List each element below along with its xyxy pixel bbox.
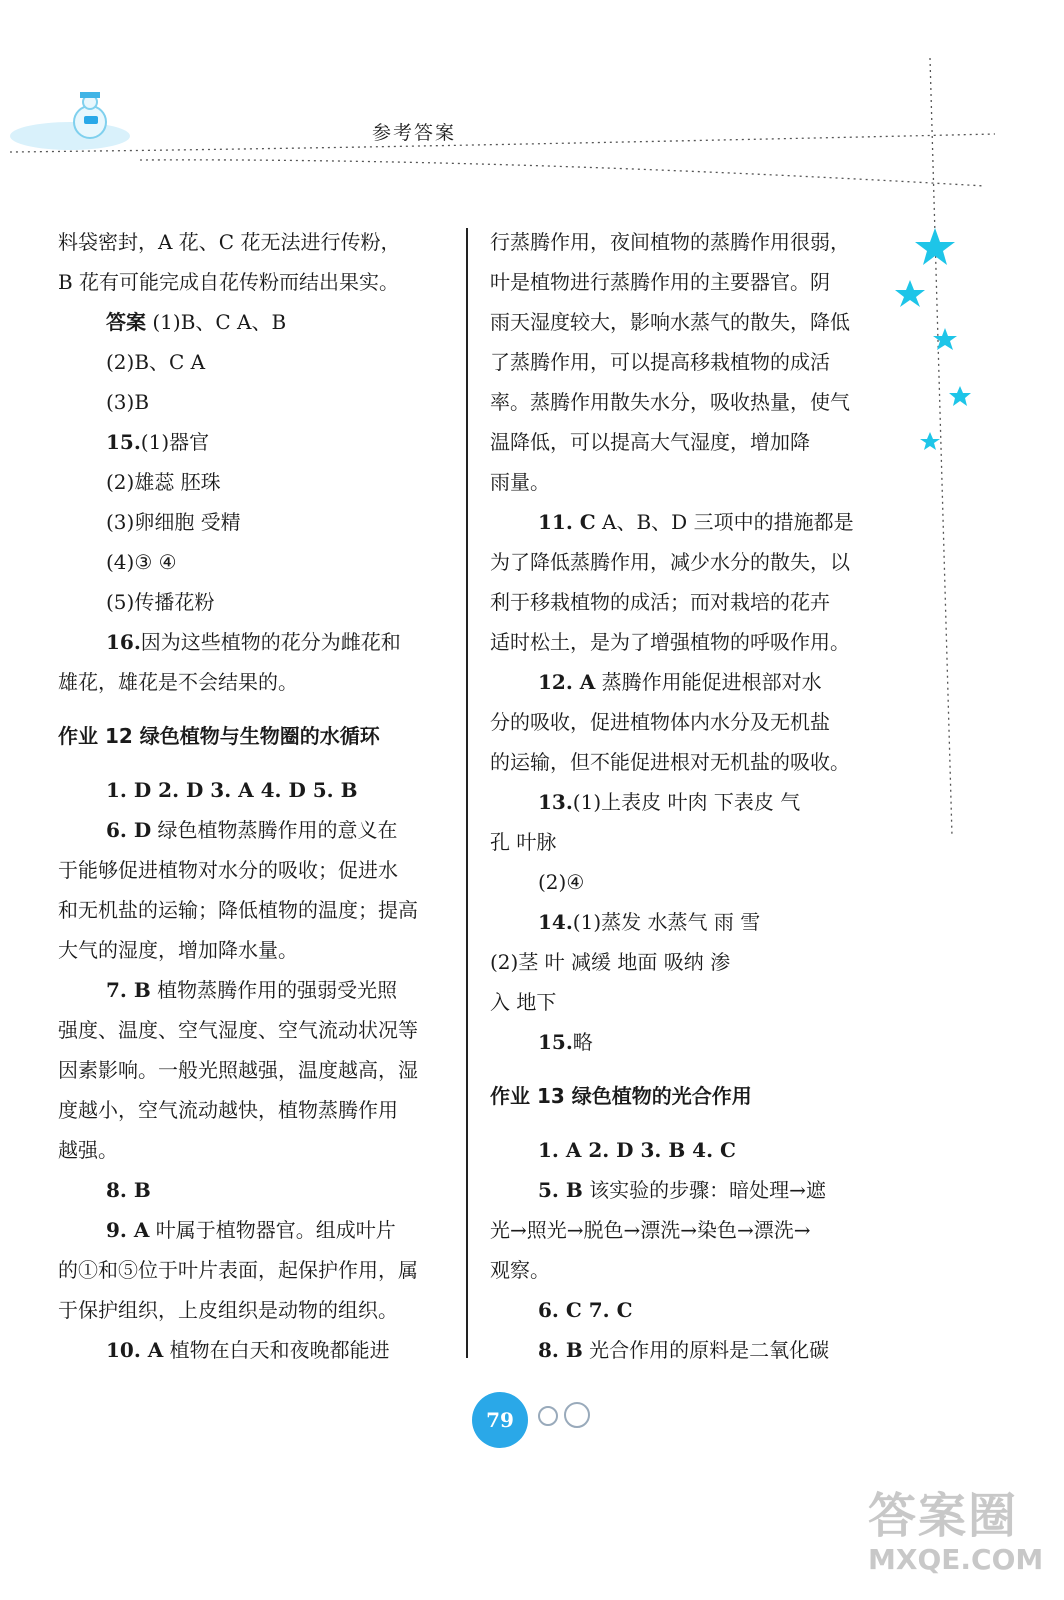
- answer-line: [490, 1290, 890, 1330]
- answer-line: [490, 1170, 890, 1210]
- answer-line: [58, 770, 458, 810]
- answer-text: 入 地下: [490, 990, 557, 1014]
- answer-text: 温降低，可以提高大气湿度，增加降: [490, 430, 810, 454]
- answer-line: [490, 582, 890, 622]
- question-number: 14.: [538, 910, 573, 934]
- answer-text: A、B、D 三项中的措施都是: [595, 510, 854, 534]
- answer-text: 1. D 2. D 3. A 4. D 5. B: [106, 778, 358, 802]
- answer-line: [58, 1170, 458, 1210]
- answer-text: (1)蒸发 水蒸气 雨 雪: [572, 910, 761, 934]
- answer-text: 分的吸收，促进植物体内水分及无机盐: [490, 710, 830, 734]
- answer-line: [58, 1250, 458, 1290]
- answer-text: (2)B、C A: [106, 350, 206, 374]
- answer-text: 因素影响。一般光照越强，温度越高，湿: [58, 1058, 418, 1082]
- answer-text: (5)传播花粉: [106, 590, 215, 614]
- answer-line: [490, 622, 890, 662]
- answer-line: [490, 1330, 890, 1370]
- answer-text: 了蒸腾作用，可以提高移栽植物的成活: [490, 350, 830, 374]
- answer-text: 于保护组织，上皮组织是动物的组织。: [58, 1298, 398, 1322]
- answer-line: [490, 262, 890, 302]
- answer-line: [490, 902, 890, 942]
- answer-text: 度越小，空气流动越快，植物蒸腾作用: [58, 1098, 398, 1122]
- answer-line: [490, 382, 890, 422]
- question-number: 5. B: [538, 1178, 583, 1202]
- answer-line: [58, 1330, 458, 1370]
- answer-line: [58, 1090, 458, 1130]
- header-title: 参考答案: [372, 122, 457, 144]
- question-number: 15.: [106, 430, 141, 454]
- watermark-logo: [868, 1488, 1048, 1588]
- answer-text: 雄花，雄花是不会结果的。: [58, 670, 298, 694]
- answer-text: (1)上表皮 叶肉 下表皮 气: [572, 790, 801, 814]
- answer-line: [58, 422, 458, 462]
- answer-line: [58, 810, 458, 850]
- answer-line: [490, 302, 890, 342]
- answer-text: 雨天湿度较大，影响水蒸气的散失，降低: [490, 310, 850, 334]
- answer-line: [58, 302, 458, 342]
- column-divider: [466, 228, 468, 1358]
- answer-line: [490, 662, 890, 702]
- star-icon: [895, 280, 925, 307]
- answer-text: 为了降低蒸腾作用，减少水分的散失，以: [490, 550, 850, 574]
- answer-line: [490, 702, 890, 742]
- left-column: [58, 222, 458, 1370]
- answer-text: 光→照光→脱色→漂洗→染色→漂洗→: [490, 1218, 811, 1242]
- answer-text: 于能够促进植物对水分的吸收；促进水: [58, 858, 398, 882]
- answer-text: 略: [572, 1030, 593, 1054]
- answer-line: [490, 1210, 890, 1250]
- answer-text: 大气的湿度，增加降水量。: [58, 938, 298, 962]
- decorative-circle: [538, 1406, 558, 1426]
- answer-text: 的①和⑤位于叶片表面，起保护作用，属: [58, 1258, 418, 1282]
- section-heading: 作业 13 绿色植物的光合作用: [490, 1084, 752, 1108]
- section-heading: 作业 12 绿色植物与生物圈的水循环: [58, 724, 380, 748]
- star-icon: [915, 228, 955, 265]
- question-number: 7. B: [106, 978, 151, 1002]
- answer-line: [58, 1010, 458, 1050]
- answer-line: [58, 850, 458, 890]
- answer-text: 绿色植物蒸腾作用的意义在: [151, 818, 398, 842]
- answer-line: [490, 342, 890, 382]
- answer-text: 越强。: [58, 1138, 118, 1162]
- answer-line: [490, 222, 890, 262]
- question-number: 15.: [538, 1030, 573, 1054]
- answer-text: 该实验的步骤：暗处理→遮: [582, 1178, 826, 1202]
- question-number: 8. B: [538, 1338, 583, 1362]
- decorative-circle: [564, 1402, 590, 1428]
- answer-line: [58, 342, 458, 382]
- answer-line: [58, 662, 458, 702]
- answer-text: (1)器官: [140, 430, 210, 454]
- page-number: 79: [472, 1392, 528, 1448]
- answer-text: 1. A 2. D 3. B 4. C: [538, 1138, 736, 1162]
- answer-line: [490, 982, 890, 1022]
- answer-text: (1)B、C A、B: [146, 310, 287, 334]
- answer-text: B 花有可能完成自花传粉而结出果实。: [58, 270, 400, 294]
- answer-line: [490, 462, 890, 502]
- answer-text: 孔 叶脉: [490, 830, 557, 854]
- answer-text: 料袋密封，A 花、C 花无法进行传粉，: [58, 230, 401, 254]
- star-icon: [933, 328, 957, 350]
- answer-text: 的运输，但不能促进根对无机盐的吸收。: [490, 750, 850, 774]
- answer-line: [58, 462, 458, 502]
- answer-line: [490, 542, 890, 582]
- answer-line: [58, 970, 458, 1010]
- answer-line: [490, 822, 890, 862]
- answer-line: [58, 382, 458, 422]
- answer-text: 率。蒸腾作用散失水分，吸收热量，使气: [490, 390, 850, 414]
- question-number: 16.: [106, 630, 141, 654]
- question-number: 12. A: [538, 670, 596, 694]
- star-icon: [949, 386, 971, 406]
- answer-line: [490, 1130, 890, 1170]
- answer-line: [490, 862, 890, 902]
- answer-text: (2)④: [538, 870, 585, 894]
- answer-line: [490, 782, 890, 822]
- answer-text: (3)卵细胞 受精: [106, 510, 241, 534]
- answer-line: [490, 942, 890, 982]
- question-number: 6. D: [106, 818, 152, 842]
- watermark-sub: MXQE.COM: [868, 1543, 1044, 1576]
- answer-text: (2)雄蕊 胚珠: [106, 470, 221, 494]
- answer-text: 光合作用的原料是二氧化碳: [582, 1338, 830, 1362]
- answer-text: (3)B: [106, 390, 150, 414]
- answer-text: 叶属于植物器官。组成叶片: [149, 1218, 396, 1242]
- question-number: 8. B: [106, 1178, 151, 1202]
- answer-line: [490, 422, 890, 462]
- answer-text: (2)茎 叶 减缓 地面 吸纳 渗: [490, 950, 731, 974]
- answer-line: [58, 1290, 458, 1330]
- snowman-mascot-icon: [10, 92, 140, 156]
- answer-text: 和无机盐的运输；降低植物的温度；提高: [58, 898, 418, 922]
- answer-line: [58, 1050, 458, 1090]
- answer-label: 答案: [106, 310, 146, 334]
- answer-line: [490, 1250, 890, 1290]
- question-number: 13.: [538, 790, 573, 814]
- question-number: 10. A: [106, 1338, 164, 1362]
- right-column: [490, 222, 890, 1370]
- answer-text: 植物在白天和夜晚都能进: [163, 1338, 390, 1362]
- answer-text: 行蒸腾作用，夜间植物的蒸腾作用很弱，: [490, 230, 850, 254]
- star-icon: [920, 432, 940, 450]
- answer-text: 雨量。: [490, 470, 550, 494]
- answer-line: [490, 742, 890, 782]
- answer-line: [58, 1130, 458, 1170]
- answer-text: (4)③ ④: [106, 550, 177, 574]
- answer-line: [58, 930, 458, 970]
- answer-line: [58, 1210, 458, 1250]
- answer-line: [490, 502, 890, 542]
- answer-line: [58, 582, 458, 622]
- answer-text: 6. C 7. C: [538, 1298, 633, 1322]
- answer-text: 利于移栽植物的成活；而对栽培的花卉: [490, 590, 830, 614]
- answer-text: 适时松土，是为了增强植物的呼吸作用。: [490, 630, 850, 654]
- answer-line: [58, 502, 458, 542]
- answer-text: 叶是植物进行蒸腾作用的主要器官。阴: [490, 270, 830, 294]
- answer-line: [58, 262, 458, 302]
- answer-line: [490, 1022, 890, 1062]
- answer-line: [58, 890, 458, 930]
- answer-text: 蒸腾作用能促进根部对水: [595, 670, 822, 694]
- answer-line: [58, 222, 458, 262]
- question-number: 11. C: [538, 510, 596, 534]
- answer-line: [58, 542, 458, 582]
- answer-text: 强度、温度、空气湿度、空气流动状况等: [58, 1018, 418, 1042]
- answer-text: 植物蒸腾作用的强弱受光照: [150, 978, 398, 1002]
- answer-line: [58, 622, 458, 662]
- answer-text: 观察。: [490, 1258, 550, 1282]
- answer-text: 因为这些植物的花分为雌花和: [140, 630, 401, 654]
- question-number: 9. A: [106, 1218, 150, 1242]
- watermark-main: 答案圈: [868, 1488, 1019, 1544]
